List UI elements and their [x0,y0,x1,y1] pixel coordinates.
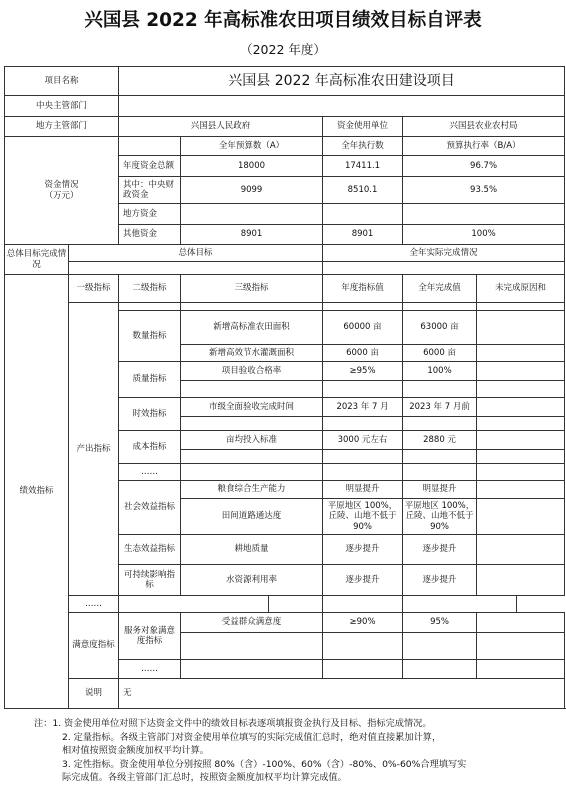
indicator-name: 新增高标准农田面积 [181,311,323,345]
indicator-reason [477,499,565,535]
quality-indicator-label: 质量指标 [119,362,181,398]
indicator-actual: 明显提升 [403,481,477,499]
funds-row-budget: 9099 [181,177,323,204]
indicator-reason [477,362,565,381]
blank-cell [403,303,477,311]
blank-cell [323,303,403,311]
blank-cell [477,633,565,660]
overall-goal-value [69,262,323,275]
footnote-line: 际完成值。各级主管部门汇总时，按照资金额度加权平均计算完成值。 [62,772,347,784]
funds-row-budget: 18000 [181,156,323,177]
indicator-actual: 95% [403,613,477,633]
indicator-reason [477,311,565,345]
blank-cell [477,381,565,398]
indicator-reason [477,535,565,565]
indicator-actual: 逐步提升 [403,565,477,596]
blank-cell [119,596,269,613]
central-dept-label: 中央主管部门 [5,96,119,117]
blank-cell [323,450,403,464]
indicator-name: 粮食综合生产能力 [181,481,323,499]
footnote-line: 注：1. 资金使用单位对照下达资金文件中的绩效目标表逐项填报资金执行及目标、指标完成情况。 [34,718,432,729]
ellipsis-cell: …… [119,660,181,679]
col-l3-header: 三级指标 [181,275,323,303]
sustain-indicator-label: 可持续影响指标 [119,565,181,596]
indicator-target: 60000 亩 [323,311,403,345]
indicator-reason [477,613,565,633]
funds-label-line-1: 资金情况 [44,180,79,191]
blank-cell [181,660,323,679]
page-title: 兴国县 2022 年高标准农田项目绩效目标自评表 [84,10,482,31]
blank-cell [403,660,477,679]
blank-cell [323,596,403,613]
blank-cell [323,660,403,679]
indicator-actual: 6000 亩 [403,345,477,362]
indicator-reason [477,398,565,417]
user-unit-label: 资金使用单位 [323,117,403,137]
blank-cell [323,633,403,660]
perf-section-label: 绩效指标 [5,275,69,709]
blank-cell [403,596,517,613]
ellipsis-cell: …… [119,464,181,481]
page-subtitle: （2022 年度） [240,42,326,57]
col-l1-header: 一级指标 [69,275,119,303]
blank-cell [403,381,477,398]
indicator-target: 明显提升 [323,481,403,499]
footnote-line: 相对值按照资金额度加权平均计算。 [62,745,209,757]
indicator-target: ≥90% [323,613,403,633]
col-budget-header: 全年预算数（A） [181,137,323,156]
blank-cell [181,303,323,311]
evaluation-table [4,66,565,709]
funds-row-budget: 8901 [181,225,323,245]
funds-row-exec [323,204,403,225]
ellipsis-cell: …… [69,596,119,613]
project-name: 兴国县 2022 年高标准农田建设项目 [119,67,565,96]
eco-indicator-label: 生态效益指标 [119,535,181,565]
service-indicator-label: 服务对象满意度指标 [119,613,181,660]
indicator-target: 6000 亩 [323,345,403,362]
funds-row-rate: 100% [403,225,565,245]
indicator-target: 3000 元左右 [323,431,403,450]
funds-row-label: 其他资金 [119,225,181,245]
indicator-reason [477,481,565,499]
central-dept-value [119,96,565,117]
col-reason-header: 未完成原因和 [477,275,565,303]
social-indicator-label: 社会效益指标 [119,481,181,535]
col-rate-header: 预算执行率（B/A） [403,137,565,156]
funds-row-label: 其中：中央财政资金 [119,177,181,204]
overall-label: 总体目标完成情况 [5,245,69,275]
funds-row-rate: 93.5% [403,177,565,204]
user-unit-value: 兴国县农业农村局 [403,117,565,137]
indicator-actual: 2880 元 [403,431,477,450]
indicator-actual: 逐步提升 [403,535,477,565]
satisfaction-indicator-label: 满意度指标 [69,613,119,679]
project-name-label: 项目名称 [5,67,119,96]
blank-cell [269,596,323,613]
funds-label-line-2: （万元） [44,190,79,201]
blank-cell [323,381,403,398]
overall-actual-value [323,262,565,275]
indicator-name: 亩均投入标准 [181,431,323,450]
footnote-line: 2. 定量指标。各级主管部门对资金使用单位填写的实际完成值汇总时，绝对值直接累加计算， [62,731,442,743]
funds-row-label: 年度资金总额 [119,156,181,177]
col-l2-header: 二级指标 [119,275,181,303]
funds-row-exec: 8510.1 [323,177,403,204]
blank-cell [477,303,565,311]
overall-goal-header: 总体目标 [69,245,323,262]
blank-cell [477,450,565,464]
indicator-reason [477,565,565,596]
indicator-target: ≥95% [323,362,403,381]
blank-cell [477,660,565,679]
indicator-name: 新增高效节水灌溉面积 [181,345,323,362]
cost-indicator-label: 成本指标 [119,431,181,464]
col-exec-header: 全年执行数 [323,137,403,156]
funds-row-rate: 96.7% [403,156,565,177]
funds-row-exec: 8901 [323,225,403,245]
blank-cell [181,633,323,660]
indicator-name: 受益群众满意度 [181,613,323,633]
blank-cell [181,464,323,481]
funds-row-label: 地方资金 [119,204,181,225]
indicator-name: 耕地质量 [181,535,323,565]
indicator-target: 平原地区 100%，丘陵、山地不低于 90% [323,499,403,535]
remark-label: 说明 [69,679,119,709]
local-dept-label: 地方主管部门 [5,117,119,137]
overall-actual-header: 全年实际完成情况 [323,245,565,262]
indicator-actual: 63000 亩 [403,311,477,345]
col-actual-header: 全年完成值 [403,275,477,303]
blank-cell [323,464,403,481]
funds-row-budget [181,204,323,225]
blank-cell [403,417,477,431]
blank-cell [181,381,323,398]
indicator-target: 逐步提升 [323,535,403,565]
indicator-reason [477,431,565,450]
indicator-target: 逐步提升 [323,565,403,596]
output-indicator-label: 产出指标 [69,303,119,596]
blank-cell [477,417,565,431]
indicator-reason [477,345,565,362]
qty-indicator-label: 数量指标 [119,311,181,362]
blank-cell [323,417,403,431]
funds-section-label [5,137,119,245]
funds-blank-header [119,137,181,156]
blank-cell [477,464,565,481]
col-target-header: 年度指标值 [323,275,403,303]
blank-cell [403,450,477,464]
blank-cell [403,464,477,481]
footnote-line: 3. 定性指标。资金使用单位分别按照 80%（含）-100%、60%（含）-80%、0%-60%合理填写实 [62,758,467,770]
indicator-name: 田间道路通达度 [181,499,323,535]
indicator-actual: 平原地区 100%，丘陵、山地不低于 90% [403,499,477,535]
time-indicator-label: 时效指标 [119,398,181,431]
indicator-target: 2023 年 7 月 [323,398,403,417]
footnotes [34,717,564,785]
indicator-name: 项目验收合格率 [181,362,323,381]
indicator-name: 市级全面验收完成时间 [181,398,323,417]
blank-cell [181,417,323,431]
local-dept-value: 兴国县人民政府 [119,117,323,137]
funds-row-rate [403,204,565,225]
blank-cell [119,303,181,311]
indicator-actual: 100% [403,362,477,381]
blank-cell [403,633,477,660]
blank-cell [181,450,323,464]
indicator-actual: 2023 年 7 月前 [403,398,477,417]
indicator-name: 水资源利用率 [181,565,323,596]
remark-value: 无 [119,679,565,709]
funds-row-exec: 17411.1 [323,156,403,177]
